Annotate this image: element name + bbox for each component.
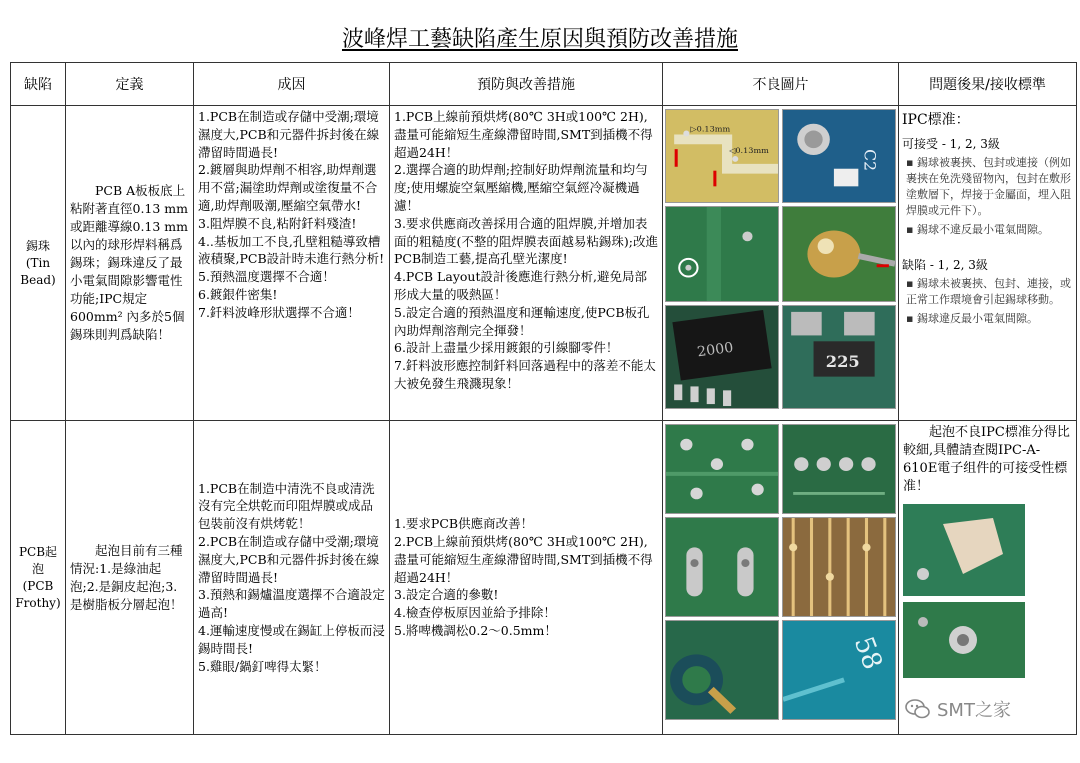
definition-cell xyxy=(66,421,194,735)
prevention-item: 5.將啤機調松0.2～0.5mm！ xyxy=(394,622,557,638)
ipc-accept-heading: 可接受 - 1, 2, 3級 xyxy=(902,137,1000,151)
defect-photo xyxy=(903,504,1025,596)
table-row xyxy=(11,106,1077,421)
ipc-bullet: ▪ 錫球未被裹挾、包封、連接，或正常工作環境會引起錫球移動。 xyxy=(906,277,1071,306)
prevention-item: 4.PCB Layout設計後應進行熱分析,避免局部形成大量的吸熱區！ xyxy=(394,269,647,302)
ipc-note-cell xyxy=(899,421,1077,735)
defect-name-cell xyxy=(11,421,66,735)
photo-label: ◁0.13mm xyxy=(729,146,769,156)
defect-photo xyxy=(665,517,779,617)
photo-cell xyxy=(663,106,899,421)
defect-photo xyxy=(782,424,896,514)
prevention-item: 7.釺料波形應控制釺料回落過程中的落差不能太大被免發生飛濺現象！ xyxy=(394,358,656,391)
prevention-item: 2.PCB上線前預烘烤(80℃ 3H或100℃ 2H),盡量可能縮短生產線滯留時間,SMT到插機不得超過24H！ xyxy=(394,534,653,585)
defect-name: 泡 xyxy=(31,561,44,576)
cause-cell xyxy=(194,421,390,735)
defect-name: (PCB xyxy=(22,578,54,593)
table-header-row xyxy=(11,63,1077,106)
ipc-heading: IPC標准： xyxy=(902,112,970,128)
definition-cell xyxy=(66,106,194,421)
header-defect: 缺陷 xyxy=(11,63,66,106)
cause-item: 5.雞眼/鍋釘啤得太緊！ xyxy=(198,658,327,674)
prevention-item: 1.PCB上線前預烘烤(80℃ 3H或100℃ 2H),盡量可能縮短生產線滯留時間,SMT到插機不得超過24H！ xyxy=(394,109,653,160)
prevention-cell xyxy=(390,421,663,735)
defect-photo xyxy=(782,109,896,203)
defect-photo xyxy=(782,620,896,720)
defect-photo xyxy=(665,620,779,720)
header-prevention: 預防與改善措施 xyxy=(390,63,663,106)
ipc-bullet: ▪ 錫球不違反最小電氣間隙。 xyxy=(906,223,1049,236)
defect-photo xyxy=(665,305,779,409)
defect-name: Frothy) xyxy=(15,595,61,610)
defect-name: PCB起 xyxy=(18,544,58,559)
photo-label: ▷0.13mm xyxy=(690,124,731,134)
prevention-item: 3.設定合適的參數! xyxy=(394,587,499,603)
cause-item: 5.預熱溫度選擇不合適！ xyxy=(198,269,335,285)
cause-item: 1.PCB在制造或存儲中受潮;環境濕度大,PCB和元器件拆封後在線滯留時間過長! xyxy=(198,109,380,160)
prevention-item: 5.設定合適的預熱溫度和運輸速度,使PCB板孔內助焊劑溶劑完全揮發！ xyxy=(394,304,650,338)
cause-item: 4.運輸速度慢或在錫缸上停板而浸錫時間長! xyxy=(198,622,385,656)
photo-label: C2 xyxy=(860,149,880,172)
prevention-item: 6.設計上盡量少採用鍍銀的引線腳零件！ xyxy=(394,340,619,356)
defect-photo xyxy=(665,424,779,514)
prevention-cell xyxy=(390,106,663,421)
defect-photo xyxy=(782,305,896,409)
cause-cell xyxy=(194,106,390,421)
defect-photo xyxy=(782,206,896,302)
page-title: 波峰焊工藝缺陷產生原因與預防改善措施 xyxy=(341,27,738,52)
cause-item: 3.阻焊膜不良,粘附釺料殘渣! xyxy=(198,215,357,231)
defect-photo xyxy=(782,517,896,617)
definition-text: PCB A板板底上粘附著直徑0.13 mm或距離導線0.13 mm以內的球形焊料稱爲錫珠；錫珠違反了最小電氣間隙影響電性功能;IPC規定600mm² 內多於5個錫珠則判爲缺陷！ xyxy=(70,183,189,342)
watermark xyxy=(905,696,1011,722)
defect-name: Bead) xyxy=(20,272,56,287)
cause-item: 3.預熱和錫爐溫度選擇不合適設定過高! xyxy=(198,587,385,621)
cause-item: 1.PCB在制造中清洗不良或清洗沒有完全烘乾而印阻焊膜或成品包裝前沒有烘烤乾！ xyxy=(198,480,375,532)
photo-cell xyxy=(663,421,899,735)
ipc-bullet: ▪ 錫球違反最小電氣間隙。 xyxy=(906,312,1038,325)
defect-name: 錫珠 xyxy=(25,238,50,253)
cause-item: 4..基板加工不良,孔壁粗糙導致槽液積聚,PCB設計時未進行熱分析! xyxy=(198,233,385,267)
cause-item: 2.鍍層與助焊劑不相容,助焊劑選用不當;漏塗助焊劑或塗復量不合適,助焊劑吸潮,壓縮空氣帶水! xyxy=(198,162,378,213)
ipc-bullet: ▪ 錫球被裹挾、包封或連接（例如裹挾在免洗殘留物內，包封在敷形塗敷層下，焊接于金屬面，埋入阻焊膜或元件下）。 xyxy=(906,156,1071,217)
defect-name: (Tin xyxy=(25,255,51,270)
photo-label: 58 xyxy=(847,632,888,674)
defect-photo xyxy=(903,602,1025,678)
header-cause: 成因 xyxy=(194,63,390,106)
photo-label: 225 xyxy=(825,352,860,371)
cause-item: 2.PCB在制造或存儲中受潮;環境濕度大,PCB和元器件拆封後在線滯留時間過長! xyxy=(198,534,380,585)
header-consequence: 問題後果/接收標準 xyxy=(899,63,1077,106)
ipc-note: 起泡不良IPC標准分得比較細,具體請查閱IPC-A-610E電子组件的可接受性標准！ xyxy=(903,425,1070,494)
header-photos: 不良圖片 xyxy=(663,63,899,106)
prevention-item: 3.要求供應商改善採用合適的阻焊膜,并增加表面的粗糙度(不整的阻焊膜表面越易粘錫珠);改進PCB制造工藝,提高孔壁光潔度! xyxy=(394,215,658,267)
prevention-item: 2.選擇合適的助焊劑;控制好助焊劑流量和均勻度;使用螺旋空氣壓縮機,壓縮空氣經冷凝機過濾！ xyxy=(394,162,648,213)
ipc-standard-cell xyxy=(899,106,1077,421)
prevention-item: 4.檢查停板原因並給予排除！ xyxy=(394,605,556,621)
ipc-defect-heading: 缺陷 - 1, 2, 3級 xyxy=(902,258,988,272)
watermark-text: SMT之家 xyxy=(937,700,1011,721)
defect-photo xyxy=(665,109,779,203)
cause-item: 6.鍍銀件密集! xyxy=(198,286,278,302)
definition-text: 起泡目前有三種情況:1.是綠油起泡;2.是銅皮起泡;3.是樹脂板分層起泡！ xyxy=(70,542,183,612)
header-definition: 定義 xyxy=(66,63,194,106)
defect-table xyxy=(10,62,1077,735)
cause-item: 7.釺料波峰形狀選擇不合適！ xyxy=(198,304,360,320)
prevention-item: 1.要求PCB供應商改善！ xyxy=(394,516,534,532)
wechat-icon xyxy=(905,698,931,720)
defect-photo xyxy=(665,206,779,302)
defect-name-cell xyxy=(11,106,66,421)
photo-label: 2000 xyxy=(696,339,735,361)
table-row xyxy=(11,421,1077,735)
